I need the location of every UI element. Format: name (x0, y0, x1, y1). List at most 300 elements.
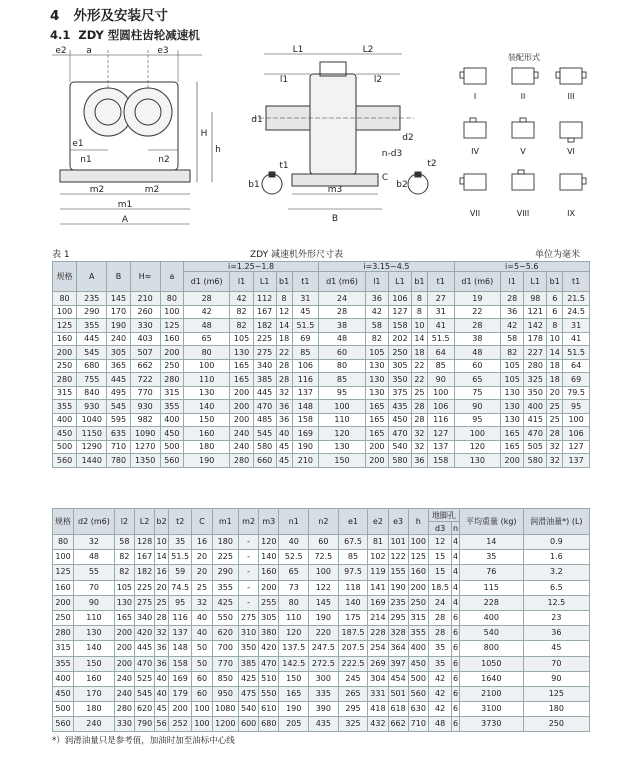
table-cell: 550 (259, 686, 279, 701)
table-cell: 170 (74, 686, 115, 701)
dimension-table-1 (52, 261, 590, 468)
table-cell: 485 (253, 413, 276, 427)
table-cell: 1040 (77, 413, 107, 427)
table-cell: 158 (388, 319, 411, 333)
table-cell: 100 (319, 400, 366, 414)
table-cell: 110 (74, 610, 115, 625)
table-cell: 450 (408, 656, 428, 671)
table-cell: 420 (134, 626, 154, 641)
table-cell: 331 (368, 686, 388, 701)
sub-header: d1 (m6) (319, 272, 366, 292)
table-cell: 790 (134, 717, 154, 732)
table-cell: 6.5 (523, 580, 589, 595)
table-cell: 12.5 (523, 595, 589, 610)
table-cell: 700 (212, 641, 238, 656)
table-cell: 330 (130, 319, 160, 333)
table-cell: 200 (114, 656, 134, 671)
table-cell: 272.5 (309, 656, 339, 671)
table-cell: 4 (452, 580, 460, 595)
table-cell: 82 (501, 346, 524, 360)
table-cell: 770 (130, 386, 160, 400)
table-cell: 145 (107, 292, 130, 306)
table-cell: 254 (368, 641, 388, 656)
table-cell: 100 (192, 717, 212, 732)
table-cell: 130 (365, 359, 388, 373)
table-cell: 82 (365, 332, 388, 346)
table-cell: 755 (77, 373, 107, 387)
front-label: e2 (55, 46, 67, 56)
table-cell: 540 (239, 702, 259, 717)
table-cell: 125 (53, 319, 77, 333)
table-cell: 165 (501, 440, 524, 454)
table-cell: 445 (253, 386, 276, 400)
table-cell: 40 (192, 610, 212, 625)
table-cell: 65 (279, 565, 309, 580)
side-label: d1 (251, 115, 263, 125)
table-cell: 140 (259, 550, 279, 565)
assembly-form-label: VII (469, 209, 481, 218)
col-header: B (107, 262, 130, 292)
table-cell: 280 (114, 702, 134, 717)
table-cell: 158 (427, 454, 454, 468)
table-cell: 400 (459, 610, 523, 625)
table-cell: 40 (155, 686, 169, 701)
table-cell: 662 (130, 359, 160, 373)
table-cell: 355 (53, 400, 77, 414)
table-cell: 140 (74, 641, 115, 656)
table-cell: 560 (53, 454, 77, 468)
table-cell: 160 (408, 565, 428, 580)
table-cell: 6 (452, 717, 460, 732)
table-cell: 595 (107, 413, 130, 427)
side-label: l2 (373, 75, 383, 85)
table-cell: 32 (412, 440, 428, 454)
table-cell: 240 (230, 427, 253, 441)
table-cell: 95 (169, 595, 192, 610)
table-cell: 180 (523, 702, 589, 717)
table-cell: 95 (319, 386, 366, 400)
table-cell: 8 (412, 292, 428, 306)
table-cell: 65 (454, 373, 501, 387)
table-cell: 105 (230, 332, 253, 346)
table-cell: 260 (130, 305, 160, 319)
table-cell: 200 (114, 641, 134, 656)
table-cell: 620 (212, 626, 238, 641)
table-cell: 25 (547, 413, 563, 427)
table-cell: 470 (524, 427, 547, 441)
front-label: m1 (117, 200, 133, 210)
table-cell: 42 (501, 319, 524, 333)
table-cell: 328 (388, 626, 408, 641)
table-cell: 275 (134, 595, 154, 610)
table-cell: 28 (183, 292, 230, 306)
table-cell: 179 (169, 686, 192, 701)
table-cell: 28 (428, 626, 451, 641)
col-header: a (160, 262, 183, 292)
table-cell: 187.5 (338, 626, 368, 641)
table-cell: 20 (547, 386, 563, 400)
table-row (53, 686, 590, 701)
table-cell: 22 (276, 346, 292, 360)
sub-header: b1 (276, 272, 292, 292)
table-cell: - (239, 535, 259, 550)
table-cell: 48 (454, 346, 501, 360)
table-cell: 112 (253, 292, 276, 306)
table-cell: 403 (130, 332, 160, 346)
table-cell: 545 (253, 427, 276, 441)
table-cell: 630 (408, 702, 428, 717)
col-header: d2 (m6) (74, 509, 115, 535)
table-cell: 1350 (130, 454, 160, 468)
front-label: a (86, 46, 92, 56)
table-cell: 680 (259, 717, 279, 732)
table-cell: 51.5 (169, 550, 192, 565)
table-cell: 304 (368, 671, 388, 686)
table-cell: 840 (77, 386, 107, 400)
table-cell: 500 (408, 671, 428, 686)
table-cell: 210 (130, 292, 160, 306)
assembly-title: 装配形式 (508, 53, 540, 62)
col-header: n1 (279, 509, 309, 535)
table-cell: 82 (114, 550, 134, 565)
table-cell: 32 (276, 386, 292, 400)
table-cell: 600 (239, 717, 259, 732)
table-cell: 350 (524, 386, 547, 400)
table-cell: 70 (523, 656, 589, 671)
sub-header: L1 (388, 272, 411, 292)
table-cell: 385 (253, 373, 276, 387)
table-cell: 475 (239, 686, 259, 701)
table-cell: 200 (230, 386, 253, 400)
table-cell: 130 (230, 346, 253, 360)
table-cell: 6 (452, 610, 460, 625)
table-cell: 4 (452, 535, 460, 550)
table-cell: 148 (169, 641, 192, 656)
table-cell: 207.5 (338, 641, 368, 656)
table-cell: 280 (230, 454, 253, 468)
table-cell: 73 (279, 580, 309, 595)
table-cell: 90 (427, 373, 454, 387)
table-cell: 106 (427, 400, 454, 414)
table-cell: 110 (183, 373, 230, 387)
sub-header: t1 (563, 272, 590, 292)
table-cell: 400 (53, 413, 77, 427)
table-cell: 119 (368, 565, 388, 580)
table-cell: 228 (368, 626, 388, 641)
table-cell: 59 (169, 565, 192, 580)
table-cell: 80 (183, 346, 230, 360)
table-cell: 100 (309, 565, 339, 580)
front-view (52, 50, 212, 224)
table-cell: 137.5 (279, 641, 309, 656)
table-cell: 375 (388, 386, 411, 400)
table-cell: 72.5 (309, 550, 339, 565)
col-header: 平均重量 (kg) (459, 509, 523, 535)
table-cell: 982 (130, 413, 160, 427)
table-cell: 1270 (130, 440, 160, 454)
section-heading: 4 外形及安装尺寸 (50, 8, 169, 24)
table-cell: 1290 (77, 440, 107, 454)
table-cell: 82 (230, 319, 253, 333)
table-cell: 200 (501, 454, 524, 468)
table-row (53, 565, 590, 580)
table-cell: 227 (524, 346, 547, 360)
table-cell: 200 (114, 626, 134, 641)
table-row (53, 626, 590, 641)
table-cell: 120 (279, 626, 309, 641)
dimension-drawing (52, 44, 592, 239)
table-cell: 45 (276, 440, 292, 454)
table-cell: 680 (77, 359, 107, 373)
table-cell: 200 (259, 580, 279, 595)
table-cell: 178 (524, 332, 547, 346)
table-cell: 240 (114, 686, 134, 701)
table-cell: 125 (408, 550, 428, 565)
table-cell: 120 (319, 427, 366, 441)
table-cell: 23 (523, 610, 589, 625)
col-header: 润滑油量*) (L) (523, 509, 589, 535)
table-cell: 400 (53, 671, 74, 686)
table-cell: 305 (107, 346, 130, 360)
table-cell: 42 (428, 686, 451, 701)
table-cell: 190 (309, 610, 339, 625)
table-row (53, 610, 590, 625)
table-cell: 50 (192, 656, 212, 671)
table-cell: 32 (412, 427, 428, 441)
table-cell: 200 (53, 346, 77, 360)
side-label: b1 (248, 180, 260, 190)
table-cell: 100 (53, 550, 74, 565)
table-cell: 6 (452, 626, 460, 641)
table-cell: 14 (276, 319, 292, 333)
table-cell: 80 (53, 292, 77, 306)
table-cell: 122 (388, 550, 408, 565)
table-row (53, 292, 590, 306)
table-cell: 165 (365, 400, 388, 414)
table-cell: 340 (253, 359, 276, 373)
front-label: H (200, 129, 208, 139)
side-label: C (381, 173, 389, 183)
table-cell: 180 (74, 702, 115, 717)
table-cell: 105 (501, 359, 524, 373)
table-cell: 170 (107, 305, 130, 319)
table-cell: 100 (160, 305, 183, 319)
table-cell: 102 (368, 550, 388, 565)
table-cell: 205 (279, 717, 309, 732)
table-cell: 45 (155, 702, 169, 717)
table-cell: 100 (183, 359, 230, 373)
front-label: h (215, 145, 221, 155)
ratio-group-header: i=5~5.6 (454, 262, 589, 272)
table-cell: 28 (155, 610, 169, 625)
sub-header: l1 (230, 272, 253, 292)
table-row (53, 454, 590, 468)
table-cell: 450 (53, 686, 74, 701)
table-cell: 200 (365, 454, 388, 468)
table-title: ZDY 减速机外形尺寸表 (250, 250, 343, 260)
table-cell: 280 (53, 626, 74, 641)
table-cell: 115 (459, 580, 523, 595)
table-cell: 85 (319, 373, 366, 387)
table-cell: 800 (459, 641, 523, 656)
front-label: m2 (89, 185, 105, 195)
col-header: e1 (338, 509, 368, 535)
table-cell: 200 (230, 413, 253, 427)
front-label: e1 (72, 139, 84, 149)
table-cell: 470 (259, 656, 279, 671)
table-cell: 64 (427, 346, 454, 360)
table-cell: 130 (319, 440, 366, 454)
table-cell: 3100 (459, 702, 523, 717)
table-cell: 250 (160, 359, 183, 373)
col-header: L2 (134, 509, 154, 535)
table-cell: 32 (547, 454, 563, 468)
table-cell: 6 (547, 292, 563, 306)
col-header: 规格 (53, 262, 77, 292)
table-cell: 560 (160, 454, 183, 468)
col-header: e3 (388, 509, 408, 535)
table-cell: 1090 (130, 427, 160, 441)
table-cell: 190 (279, 702, 309, 717)
front-label: A (121, 215, 129, 225)
table-cell: 400 (524, 400, 547, 414)
table-cell: 580 (253, 440, 276, 454)
table-cell: 290 (212, 565, 238, 580)
table-cell: 15 (428, 550, 451, 565)
table-cell: 190 (388, 580, 408, 595)
table-cell: 0.9 (523, 535, 589, 550)
table-cell: 160 (259, 565, 279, 580)
table-row (53, 656, 590, 671)
table-cell: 25 (192, 580, 212, 595)
table-cell: 454 (388, 671, 408, 686)
table-cell: 130 (183, 386, 230, 400)
table-cell: 160 (183, 427, 230, 441)
table-cell: 265 (338, 686, 368, 701)
table-cell: 1440 (77, 454, 107, 468)
table-cell: 45 (292, 305, 319, 319)
table-cell: 51.5 (292, 319, 319, 333)
table-cell: 42 (428, 702, 451, 717)
table-cell: 240 (114, 671, 134, 686)
col-header: C (192, 509, 212, 535)
table-cell: 24.5 (563, 305, 590, 319)
table-cell: 250 (523, 717, 589, 732)
table-cell: 222.5 (338, 656, 368, 671)
table-cell: 60 (192, 671, 212, 686)
side-label: l1 (279, 75, 289, 85)
table-cell: 3730 (459, 717, 523, 732)
table-cell: 85 (427, 359, 454, 373)
table-cell: 110 (319, 413, 366, 427)
col-header: 地脚孔 (428, 509, 459, 522)
table-cell: 38 (454, 332, 501, 346)
table-cell: 42 (183, 305, 230, 319)
table-cell: 155 (388, 565, 408, 580)
sub-header: d3 (428, 522, 451, 535)
table-cell: 28 (547, 427, 563, 441)
table-cell: 36 (155, 641, 169, 656)
assembly-form-label: VI (567, 147, 575, 156)
table-cell: - (239, 565, 259, 580)
table-cell: 295 (388, 610, 408, 625)
table-cell: 36 (276, 413, 292, 427)
table-row (53, 641, 590, 656)
assembly-form-label: IX (567, 209, 575, 218)
table-cell: 79.5 (563, 386, 590, 400)
table-row (53, 580, 590, 595)
table-cell: 350 (239, 641, 259, 656)
table-cell: 250 (53, 359, 77, 373)
table-cell: 6 (452, 671, 460, 686)
table-cell: 415 (524, 413, 547, 427)
table-cell: 190 (107, 319, 130, 333)
table-cell: 545 (77, 346, 107, 360)
table-cell: 235 (388, 595, 408, 610)
sub-header: L1 (524, 272, 547, 292)
table-cell: 118 (338, 580, 368, 595)
table-cell: 158 (169, 656, 192, 671)
table-cell: 160 (160, 332, 183, 346)
table-cell: 210 (292, 454, 319, 468)
table-cell: 355 (77, 319, 107, 333)
table-cell: 141 (368, 580, 388, 595)
table-cell: 48 (319, 332, 366, 346)
table-cell: 450 (53, 427, 77, 441)
assembly-form-label: III (567, 92, 575, 101)
table-cell: 950 (212, 686, 238, 701)
table-cell: 28 (501, 292, 524, 306)
table-cell: 130 (74, 626, 115, 641)
col-header: m1 (212, 509, 238, 535)
table-cell: 169 (368, 595, 388, 610)
table-cell: 10 (547, 332, 563, 346)
table-cell: 355 (408, 626, 428, 641)
col-header: m2 (239, 509, 259, 535)
table-cell: - (239, 580, 259, 595)
table-row (53, 595, 590, 610)
table-cell: 182 (253, 319, 276, 333)
table-cell: 40 (155, 671, 169, 686)
table-cell: 6 (452, 702, 460, 717)
table-cell: 300 (309, 671, 339, 686)
table-cell: 28 (276, 359, 292, 373)
table-cell: 100 (408, 535, 428, 550)
ratio-group-header: i=3.15~4.5 (319, 262, 454, 272)
table-cell: 150 (319, 454, 366, 468)
table-cell: 450 (160, 427, 183, 441)
table-cell: 202 (388, 332, 411, 346)
table-cell: 142.5 (279, 656, 309, 671)
table-cell: 64 (563, 359, 590, 373)
table-cell: 100 (53, 305, 77, 319)
table-cell: 1080 (212, 702, 238, 717)
table-cell: 51.5 (563, 346, 590, 360)
table-row (53, 671, 590, 686)
table-cell: 150 (74, 656, 115, 671)
table-cell: 255 (259, 595, 279, 610)
table-cell: 200 (230, 400, 253, 414)
table-cell: 130 (501, 386, 524, 400)
table-cell: 4 (452, 550, 460, 565)
table-cell: 1.6 (523, 550, 589, 565)
table-cell: 250 (53, 610, 74, 625)
table-cell: 305 (388, 359, 411, 373)
front-label: m2 (144, 185, 160, 195)
table-cell: 148 (292, 400, 319, 414)
side-label: b2 (396, 180, 408, 190)
front-label: n2 (158, 155, 170, 165)
